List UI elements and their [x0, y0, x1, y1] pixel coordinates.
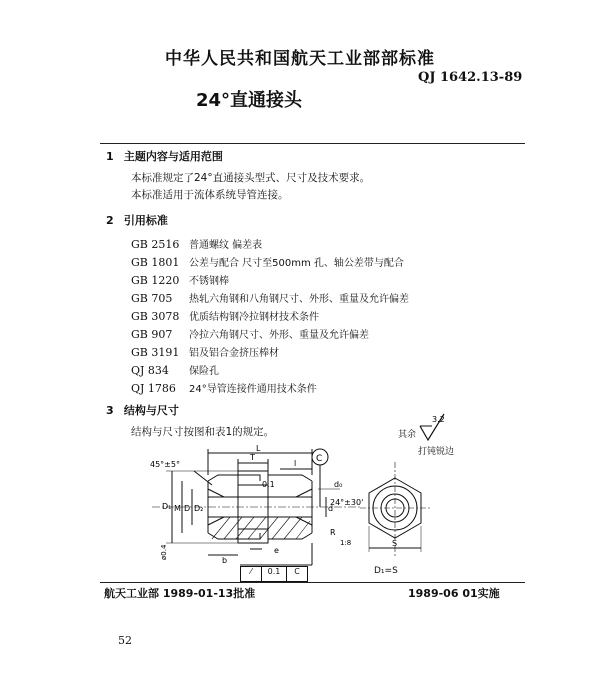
- hole-label: ø0.4: [160, 544, 168, 560]
- section-1-heading: [106, 148, 223, 164]
- dim-M-label: M: [174, 504, 181, 513]
- header-rule: [100, 143, 525, 144]
- dim-L-label: L: [256, 445, 261, 453]
- section-2-number: 2: [106, 214, 114, 227]
- fitting-section-drawing: [150, 445, 365, 577]
- implementation-date: 1989-06 01实施: [408, 587, 500, 600]
- reference-item: GB 2516 普通螺纹 偏差表: [131, 238, 263, 251]
- dim-T-label: T: [250, 453, 255, 462]
- section-3-paragraph-1: 结构与尺寸按图和表1的规定。: [131, 426, 275, 438]
- chamfer-left-label: 45°±5°: [150, 460, 180, 469]
- footer-rule: [100, 582, 525, 583]
- cone-angle-label: 24°±30': [330, 498, 364, 507]
- roughness-label: 其余: [398, 430, 417, 440]
- section-2-title: 引用标准: [123, 214, 168, 227]
- roughness-symbol-icon: [418, 410, 448, 442]
- datum-label: C: [316, 454, 323, 464]
- roughness-value: 3.2: [432, 415, 445, 424]
- section-1-title: 主题内容与适用范围: [123, 150, 223, 163]
- dim-d-label: d: [328, 504, 334, 513]
- edge-note: 打钝锐边: [418, 447, 455, 457]
- reference-item: GB 1801 公差与配合 尺寸至500mm 孔、轴公差带与配合: [131, 256, 404, 269]
- reference-item: GB 907 冷拉六角钢尺寸、外形、重量及允许偏差: [131, 328, 369, 341]
- dim-d0-label: d₀: [334, 480, 343, 489]
- dim-e-label: e: [274, 546, 279, 555]
- reference-item: QJ 1786 24°导管连接件通用技术条件: [131, 382, 317, 395]
- tolerance-symbol-icon: ⁄: [241, 567, 262, 581]
- frame-value: 0.1: [262, 567, 287, 581]
- dim-D-label: D: [184, 504, 191, 513]
- feature-control-frame: [240, 566, 308, 582]
- reference-item: GB 3078 优质结构钢冷拉钢材技术条件: [131, 310, 319, 323]
- fitting-end-view: [360, 460, 430, 560]
- dim-R-label: R: [330, 528, 336, 537]
- section-3-number: 3: [106, 404, 114, 417]
- tol-value-label: 0.1: [262, 480, 275, 489]
- dim-S-label: S: [392, 539, 398, 548]
- reference-item: GB 1220 不锈钢棒: [131, 274, 229, 287]
- reference-item: GB 3191 铝及铝合金挤压棒材: [131, 346, 279, 359]
- reference-item: QJ 834 保险孔: [131, 364, 219, 377]
- frame-datum: C: [294, 567, 300, 576]
- approval-date: 航天工业部 1989-01-13批准: [104, 587, 256, 600]
- section-1-paragraph-2: 本标准适用于流体系统导管连接。: [131, 189, 289, 201]
- hex-note: D₁=S: [374, 566, 398, 576]
- section-2-heading: [106, 212, 168, 228]
- dim-ratio-label: 1:8: [340, 539, 352, 547]
- section-1-number: 1: [106, 150, 114, 163]
- dim-b-label: b: [222, 556, 228, 565]
- standard-code: QJ 1642.13-89: [418, 70, 523, 85]
- dim-D1-label: D₁: [162, 502, 172, 511]
- section-3-title: 结构与尺寸: [123, 404, 179, 417]
- dim-D2-label: D₂: [194, 504, 204, 513]
- document-title: 24°直通接头: [196, 90, 303, 111]
- dim-l-label: l: [294, 459, 297, 468]
- section-1-paragraph-1: 本标准规定了24°直通接头型式、尺寸及技术要求。: [131, 172, 371, 184]
- section-3-heading: [106, 402, 179, 418]
- page-number: 52: [118, 634, 132, 647]
- standard-header-title: 中华人民共和国航天工业部部标准: [165, 49, 435, 69]
- reference-item: GB 705 热轧六角钢和八角钢尺寸、外形、重量及允许偏差: [131, 292, 409, 305]
